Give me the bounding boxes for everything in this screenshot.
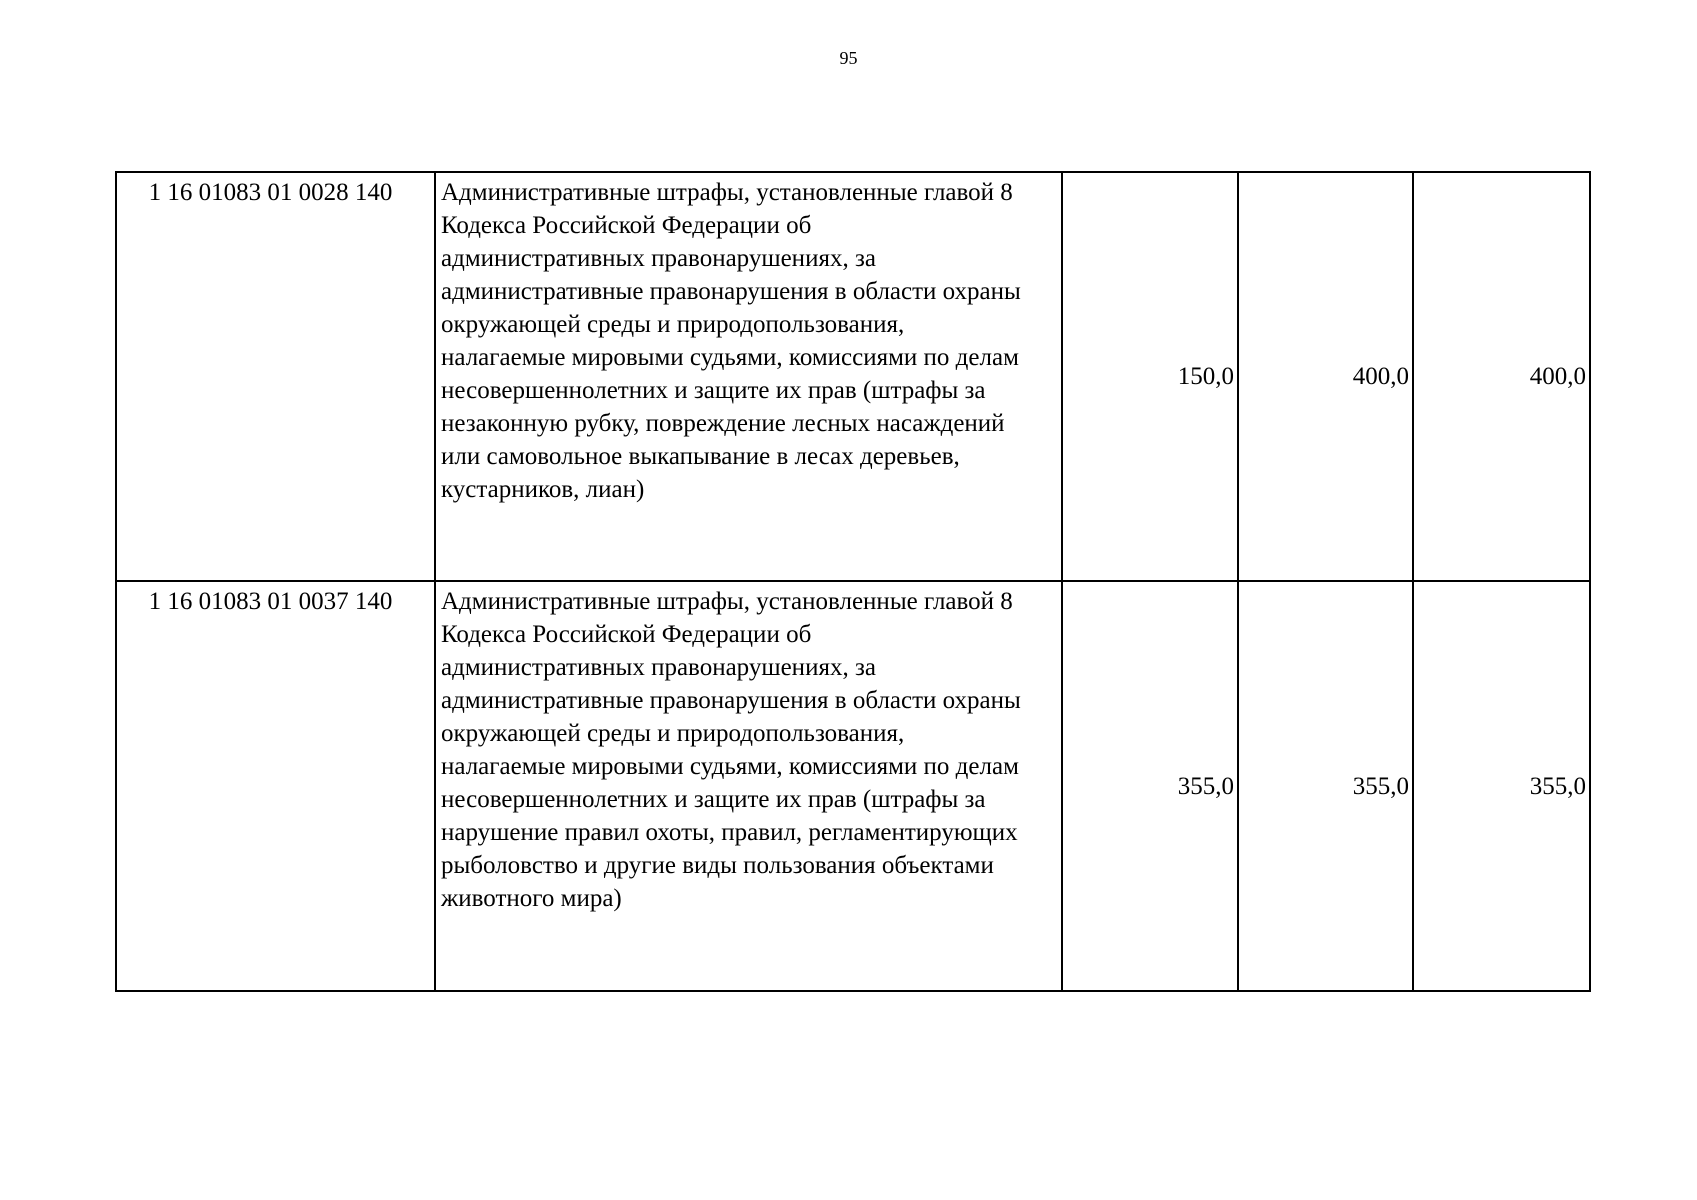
description-line: Административные штрафы, установленные главой 8 [441,588,1013,615]
revenue-description-cell [435,172,1062,581]
revenue-code-cell: 1 16 01083 01 0028 140 [116,172,435,581]
table-row [116,581,1590,991]
amount-year-2-cell: 355,0 [1238,581,1413,991]
description-line: налагаемые мировыми судьями, комиссиями по делам [441,344,1019,371]
budget-revenue-table [115,171,1591,992]
description-line: окружающей среды и природопользования, [441,720,905,747]
description-line: нарушение правил охоты, правил, регламентирующих [441,819,1018,846]
description-line: несовершеннолетних и защите их прав (штрафы за [441,786,986,813]
description-line: Кодекса Российской Федерации об [441,212,812,239]
description-line: административные правонарушения в области охраны [441,687,1021,714]
amount-year-3-cell: 355,0 [1413,581,1590,991]
amount-year-1-cell: 150,0 [1062,172,1238,581]
description-line: рыболовство и другие виды пользования объектами [441,852,994,879]
description-line: кустарников, лиан) [441,476,645,503]
amount-year-2-cell: 400,0 [1238,172,1413,581]
description-line: незаконную рубку, повреждение лесных насаждений [441,410,1005,437]
description-line: животного мира) [441,885,622,912]
revenue-description-cell [435,581,1062,991]
revenue-code-cell: 1 16 01083 01 0037 140 [116,581,435,991]
amount-year-3-cell: 400,0 [1413,172,1590,581]
description-line: Кодекса Российской Федерации об [441,621,812,648]
description-line: или самовольное выкапывание в лесах деревьев, [441,443,960,470]
description-line: административные правонарушения в области охраны [441,278,1021,305]
amount-year-1-cell: 355,0 [1062,581,1238,991]
description-line: административных правонарушениях, за [441,654,876,681]
description-line: административных правонарушениях, за [441,245,876,272]
description-line: налагаемые мировыми судьями, комиссиями по делам [441,753,1019,780]
description-line: несовершеннолетних и защите их прав (штрафы за [441,377,986,404]
description-line: окружающей среды и природопользования, [441,311,905,338]
table-row [116,172,1590,581]
description-line: Административные штрафы, установленные главой 8 [441,179,1013,206]
page-number: 95 [839,48,858,68]
